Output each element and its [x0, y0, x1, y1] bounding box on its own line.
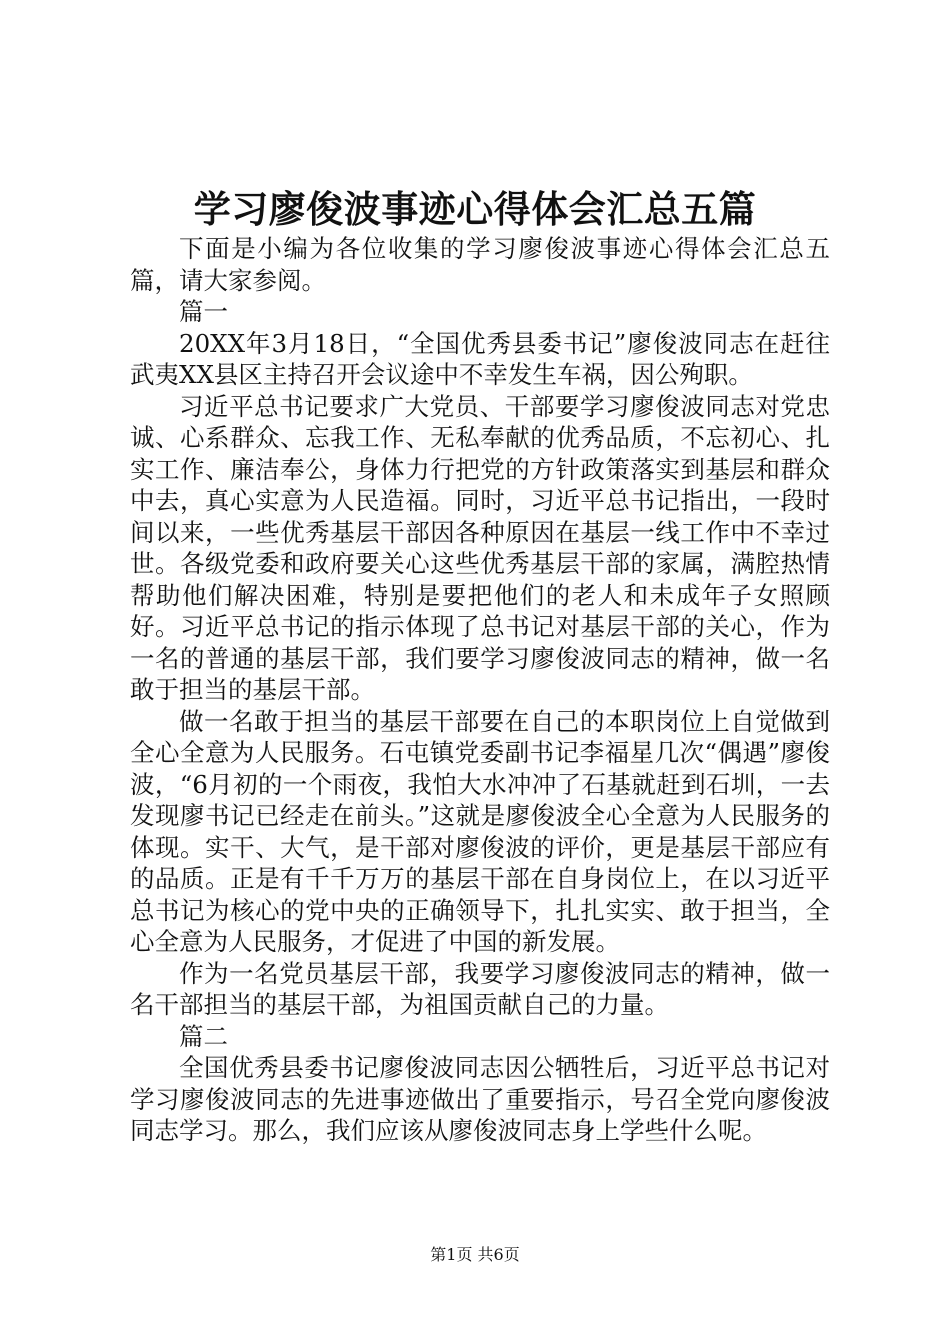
- page-footer: 第1页 共6页: [430, 1245, 520, 1264]
- body-paragraph: 做一名敢于担当的基层干部要在自己的本职岗位上自觉做到全心全意为人民服务。石屯镇党委副书记李福星几次“偶遇”廖俊波，“6月初的一个雨夜，我怕大水冲冲了石基就赶到石圳，一去发现廖书记已经走在前头。”这就是廖俊波全心全意为人民服务的体现。实干、大气，是干部对廖俊波的评价，更是基层干部应有的品质。正是有千千万万的基层干部在自身岗位上，在以习近平总书记为核心的党中央的正确领导下，扎扎实实、敢于担当，全心全意为人民服务，才促进了中国的新发展。: [130, 706, 830, 956]
- intro-paragraph: 下面是小编为各位收集的学习廖俊波事迹心得体会汇总五篇，请大家参阅。: [130, 234, 830, 295]
- body-paragraph: 作为一名党员基层干部，我要学习廖俊波同志的精神，做一名干部担当的基层干部，为祖国贡献自己的力量。: [130, 958, 830, 1019]
- document-body: [130, 233, 830, 1147]
- document-title: 学习廖俊波事迹心得体会汇总五篇: [193, 187, 757, 231]
- section-heading-1: 篇一: [179, 297, 228, 326]
- body-paragraph: 全国优秀县委书记廖俊波同志因公牺牲后，习近平总书记对学习廖俊波同志的先进事迹做出了重要指示，号召全党向廖俊波同志学习。那么，我们应该从廖俊波同志身上学些什么呢。: [130, 1053, 830, 1145]
- section-heading-2: 篇二: [179, 1021, 228, 1051]
- body-paragraph: 习近平总书记要求广大党员、干部要学习廖俊波同志对党忠诚、心系群众、忘我工作、无私奉献的优秀品质，不忘初心、扎实工作、廉洁奉公，身体力行把党的方针政策落实到基层和群众中去，真心实意为人民造福。同时，习近平总书记指出，一段时间以来，一些优秀基层干部因各种原因在基层一线工作中不幸过世。各级党委和政府要关心这些优秀基层干部的家属，满腔热情帮助他们解决困难，特别是要把他们的老人和未成年子女照顾好。习近平总书记的指示体现了总书记对基层干部的关心，作为一名的普通的基层干部，我们要学习廖俊波同志的精神，做一名敢于担当的基层干部。: [130, 391, 830, 704]
- body-paragraph: 20XX年3月18日，“全国优秀县委书记”廖俊波同志在赶往武夷XX县区主持召开会议途中不幸发生车祸，因公殉职。: [130, 328, 830, 389]
